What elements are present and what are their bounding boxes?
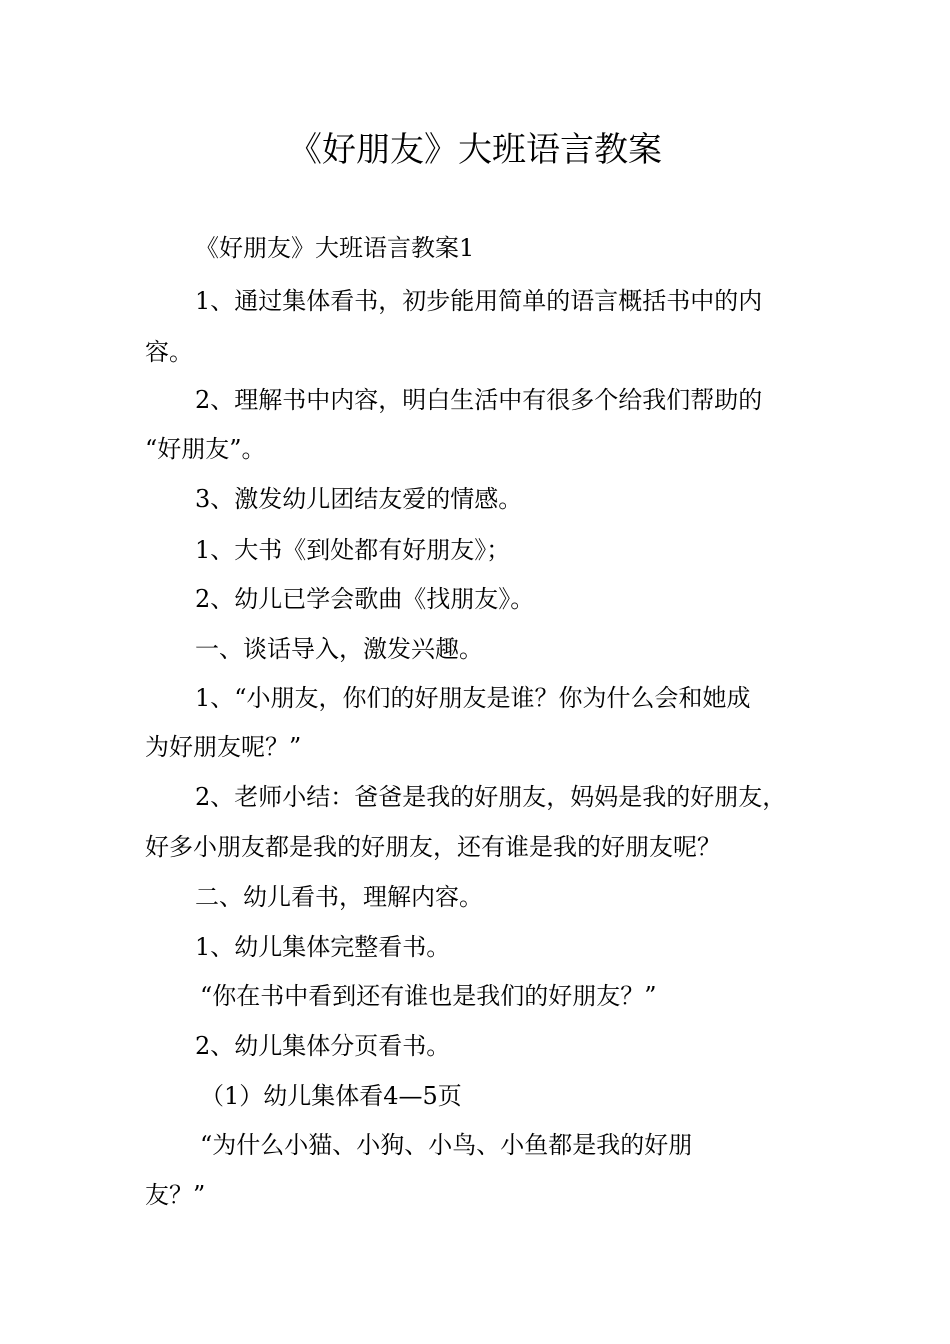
paragraph: 2、理解书中内容，明白生活中有很多个给我们帮助的 bbox=[195, 386, 763, 414]
paragraph: “为什么小猫、小狗、小鸟、小鱼都是我的好朋 bbox=[200, 1131, 693, 1159]
paragraph: “好朋友”。 bbox=[145, 435, 266, 463]
paragraph: 2、幼儿集体分页看书。 bbox=[195, 1032, 451, 1060]
paragraph: 二、幼儿看书，理解内容。 bbox=[195, 883, 483, 911]
paragraph: 容。 bbox=[145, 338, 193, 366]
paragraph: 1、“小朋友，你们的好朋友是谁？你为什么会和她成 bbox=[195, 684, 751, 712]
paragraph: 1、大书《到处都有好朋友》； bbox=[195, 536, 511, 564]
paragraph: 2、幼儿已学会歌曲《找朋友》。 bbox=[195, 585, 535, 613]
paragraph: 友？” bbox=[145, 1181, 206, 1209]
paragraph: 2、老师小结：爸爸是我的好朋友，妈妈是我的好朋友， bbox=[195, 783, 787, 811]
paragraph: 1、幼儿集体完整看书。 bbox=[195, 933, 451, 961]
section-heading: 《好朋友》大班语言教案1 bbox=[195, 234, 475, 262]
paragraph: 好多小朋友都是我的好朋友，还有谁是我的好朋友呢？ bbox=[145, 833, 721, 861]
paragraph: “你在书中看到还有谁也是我们的好朋友？” bbox=[200, 982, 657, 1010]
paragraph: （1）幼儿集体看4—5页 bbox=[200, 1082, 462, 1110]
document-title: 《好朋友》大班语言教案 bbox=[288, 130, 662, 170]
paragraph: 3、激发幼儿团结友爱的情感。 bbox=[195, 485, 523, 513]
paragraph: 1、通过集体看书，初步能用简单的语言概括书中的内 bbox=[195, 287, 763, 315]
paragraph: 一、谈话导入，激发兴趣。 bbox=[195, 635, 483, 663]
paragraph: 为好朋友呢？” bbox=[145, 733, 302, 761]
